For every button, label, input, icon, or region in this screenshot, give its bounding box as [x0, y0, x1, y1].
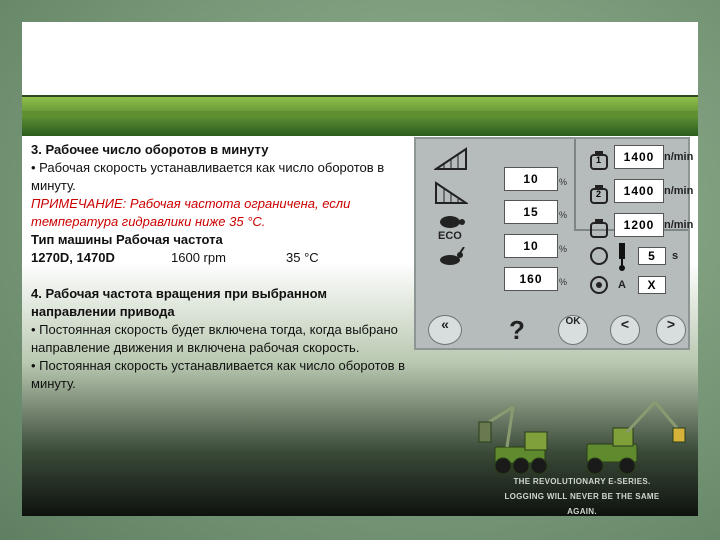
rpm-value: 1600 rpm: [171, 250, 226, 265]
seconds-unit: s: [672, 250, 679, 262]
gear-number-2: 2: [596, 189, 602, 199]
slide: [22, 22, 698, 516]
table-header: Тип машины Рабочая частота: [31, 232, 223, 247]
column-divider: [574, 139, 576, 229]
percent-unit: %: [559, 277, 568, 287]
turtle-icon: [436, 213, 466, 229]
section4-bullet1: • Постоянная скорость будет включена тогда, когда выбрано направление движения и включена рабочая скорость.: [31, 322, 398, 355]
control-panel: [414, 137, 694, 350]
help-button[interactable]: ?: [509, 315, 525, 345]
rpm-2-value[interactable]: 1400: [614, 179, 664, 203]
description-text: [31, 141, 411, 393]
section3-note: ПРИМЕЧАНИЕ: Рабочая частота ограничена, если температура гидравлики ниже 35 °C.: [31, 196, 351, 229]
table-row: [31, 249, 411, 267]
rpm-1-value[interactable]: 1400: [614, 145, 664, 169]
tagline: [492, 474, 672, 516]
a-value[interactable]: X: [638, 276, 666, 294]
tagline-line1: THE REVOLUTIONARY E-SERIES.: [513, 477, 651, 486]
prev-button[interactable]: <: [610, 315, 640, 345]
engine-icon: [588, 217, 610, 241]
eco-label: ECO: [438, 230, 462, 242]
section3-bullet: • Рабочая скорость устанавливается как число оборотов в минуту.: [31, 160, 385, 193]
ramp-down-value[interactable]: 15: [504, 200, 558, 224]
rpm-unit: n/min: [664, 219, 694, 231]
eco-value[interactable]: 10: [504, 234, 558, 258]
rabbit-icon: [436, 247, 466, 267]
back-button[interactable]: «: [428, 315, 462, 345]
ramp-up-value[interactable]: 10: [504, 167, 558, 191]
ok-button[interactable]: OK: [558, 315, 588, 345]
temp-value: 35 °C: [286, 250, 319, 265]
percent-unit: %: [559, 244, 568, 254]
gear-number-1: 1: [596, 155, 602, 165]
section4-heading: 4. Рабочая частота вращения при выбранном направлении привода: [31, 286, 328, 319]
ramp-up-icon: [434, 147, 468, 171]
forestry-machines-image: [477, 392, 697, 482]
percent-unit: %: [559, 210, 568, 220]
speed-value[interactable]: 160: [504, 267, 558, 291]
tagline-line2: LOGGING WILL NEVER BE THE SAME AGAIN.: [504, 492, 660, 516]
engine-timer-icon: [588, 245, 610, 267]
a-label: A: [618, 279, 626, 291]
timer-value[interactable]: 5: [638, 247, 666, 265]
engine-auto-icon: [588, 274, 610, 296]
percent-unit: %: [559, 177, 568, 187]
section4-bullet2: • Постоянная скорость устанавливается как число оборотов в минуту.: [31, 358, 406, 391]
ramp-down-icon: [434, 181, 468, 205]
header-strip: [22, 111, 698, 118]
machine-types: 1270D, 1470D: [31, 250, 115, 265]
header-band: [22, 95, 698, 136]
next-button[interactable]: >: [656, 315, 686, 345]
section3-heading: 3. Рабочее число оборотов в минуту: [31, 142, 269, 157]
hydraulic-lever-icon: [616, 243, 628, 271]
rpm-3-value[interactable]: 1200: [614, 213, 664, 237]
rpm-unit: n/min: [664, 185, 694, 197]
rpm-unit: n/min: [664, 151, 694, 163]
